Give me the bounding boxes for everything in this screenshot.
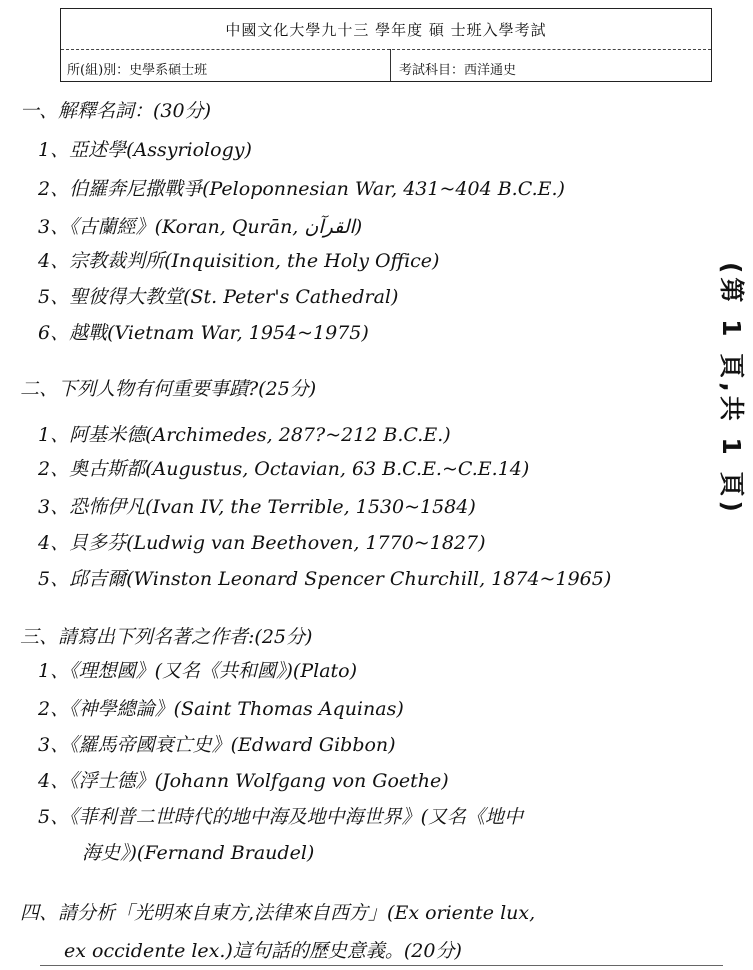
question-item: 1、亞述學(Assyriology): [38, 139, 252, 161]
question-item: 1、阿基米德(Archimedes, 287?~212 B.C.E.): [38, 424, 451, 446]
section-heading: 四、請分析「光明來自東方,法律來自西方」(Ex oriente lux,: [20, 902, 536, 924]
page-number-text: (第 1 頁,共 1 頁): [717, 262, 746, 516]
question-item: 4、《浮士德》(Johann Wolfgang von Goethe): [38, 770, 449, 792]
question-item-continuation: 海史》)(Fernand Braudel): [82, 842, 315, 864]
question-section-1: [20, 96, 211, 123]
question-item: 3、恐怖伊凡(Ivan IV, the Terrible, 1530~1584): [38, 496, 476, 518]
question-item: 1、《理想國》(又名《共和國》)(Plato): [38, 660, 358, 682]
question-item: 2、伯羅奔尼撒戰爭(Peloponnesian War, 431~404 B.C.E.): [38, 178, 565, 200]
question-item: 6、越戰(Vietnam War, 1954~1975): [38, 322, 369, 344]
section-heading: 三、請寫出下列名著之作者:(25分): [20, 626, 313, 648]
question-item-continuation: ex occidente lex.)這句話的歷史意義。(20分): [64, 940, 462, 962]
question-item: 3、《古蘭經》(Koran, Qurān, القرآن): [38, 216, 363, 238]
section-heading: 二、下列人物有何重要事蹟?(25分): [20, 378, 317, 400]
header-info-row: [67, 59, 705, 79]
subject-label: 考試科目：西洋通史: [399, 63, 517, 78]
department-label: 所(組)別：史學系碩士班: [67, 63, 208, 78]
question-item: 5、邱吉爾(Winston Leonard Spencer Churchill, 1874~1965): [38, 568, 612, 590]
question-item: 5、聖彼得大教堂(St. Peter's Cathedral): [38, 286, 399, 308]
header-dashed-divider: [61, 49, 711, 50]
page-number-label: [717, 262, 751, 552]
exam-title: 中國文化大學九十三 學年度 碩 士班入學考試: [225, 21, 547, 39]
header-vertical-divider: [390, 49, 391, 81]
question-item: 3、《羅馬帝國衰亡史》(Edward Gibbon): [38, 734, 396, 756]
exam-header: [60, 8, 712, 82]
question-item: 5、《菲利普二世時代的地中海及地中海世界》(又名《地中: [38, 806, 524, 828]
question-item: 2、《神學總論》(Saint Thomas Aquinas): [38, 698, 404, 720]
question-item: 4、宗教裁判所(Inquisition, the Holy Office): [38, 250, 440, 272]
question-section-2: [20, 374, 316, 401]
question-item: 2、奧古斯都(Augustus, Octavian, 63 B.C.E.~C.E.14): [38, 458, 530, 480]
footer-rule: [40, 965, 723, 966]
question-section-3: [20, 622, 312, 649]
section-heading: 一、解釋名詞：(30分): [20, 100, 212, 122]
question-item: 4、貝多芬(Ludwig van Beethoven, 1770~1827): [38, 532, 486, 554]
question-section-4: [20, 898, 535, 925]
